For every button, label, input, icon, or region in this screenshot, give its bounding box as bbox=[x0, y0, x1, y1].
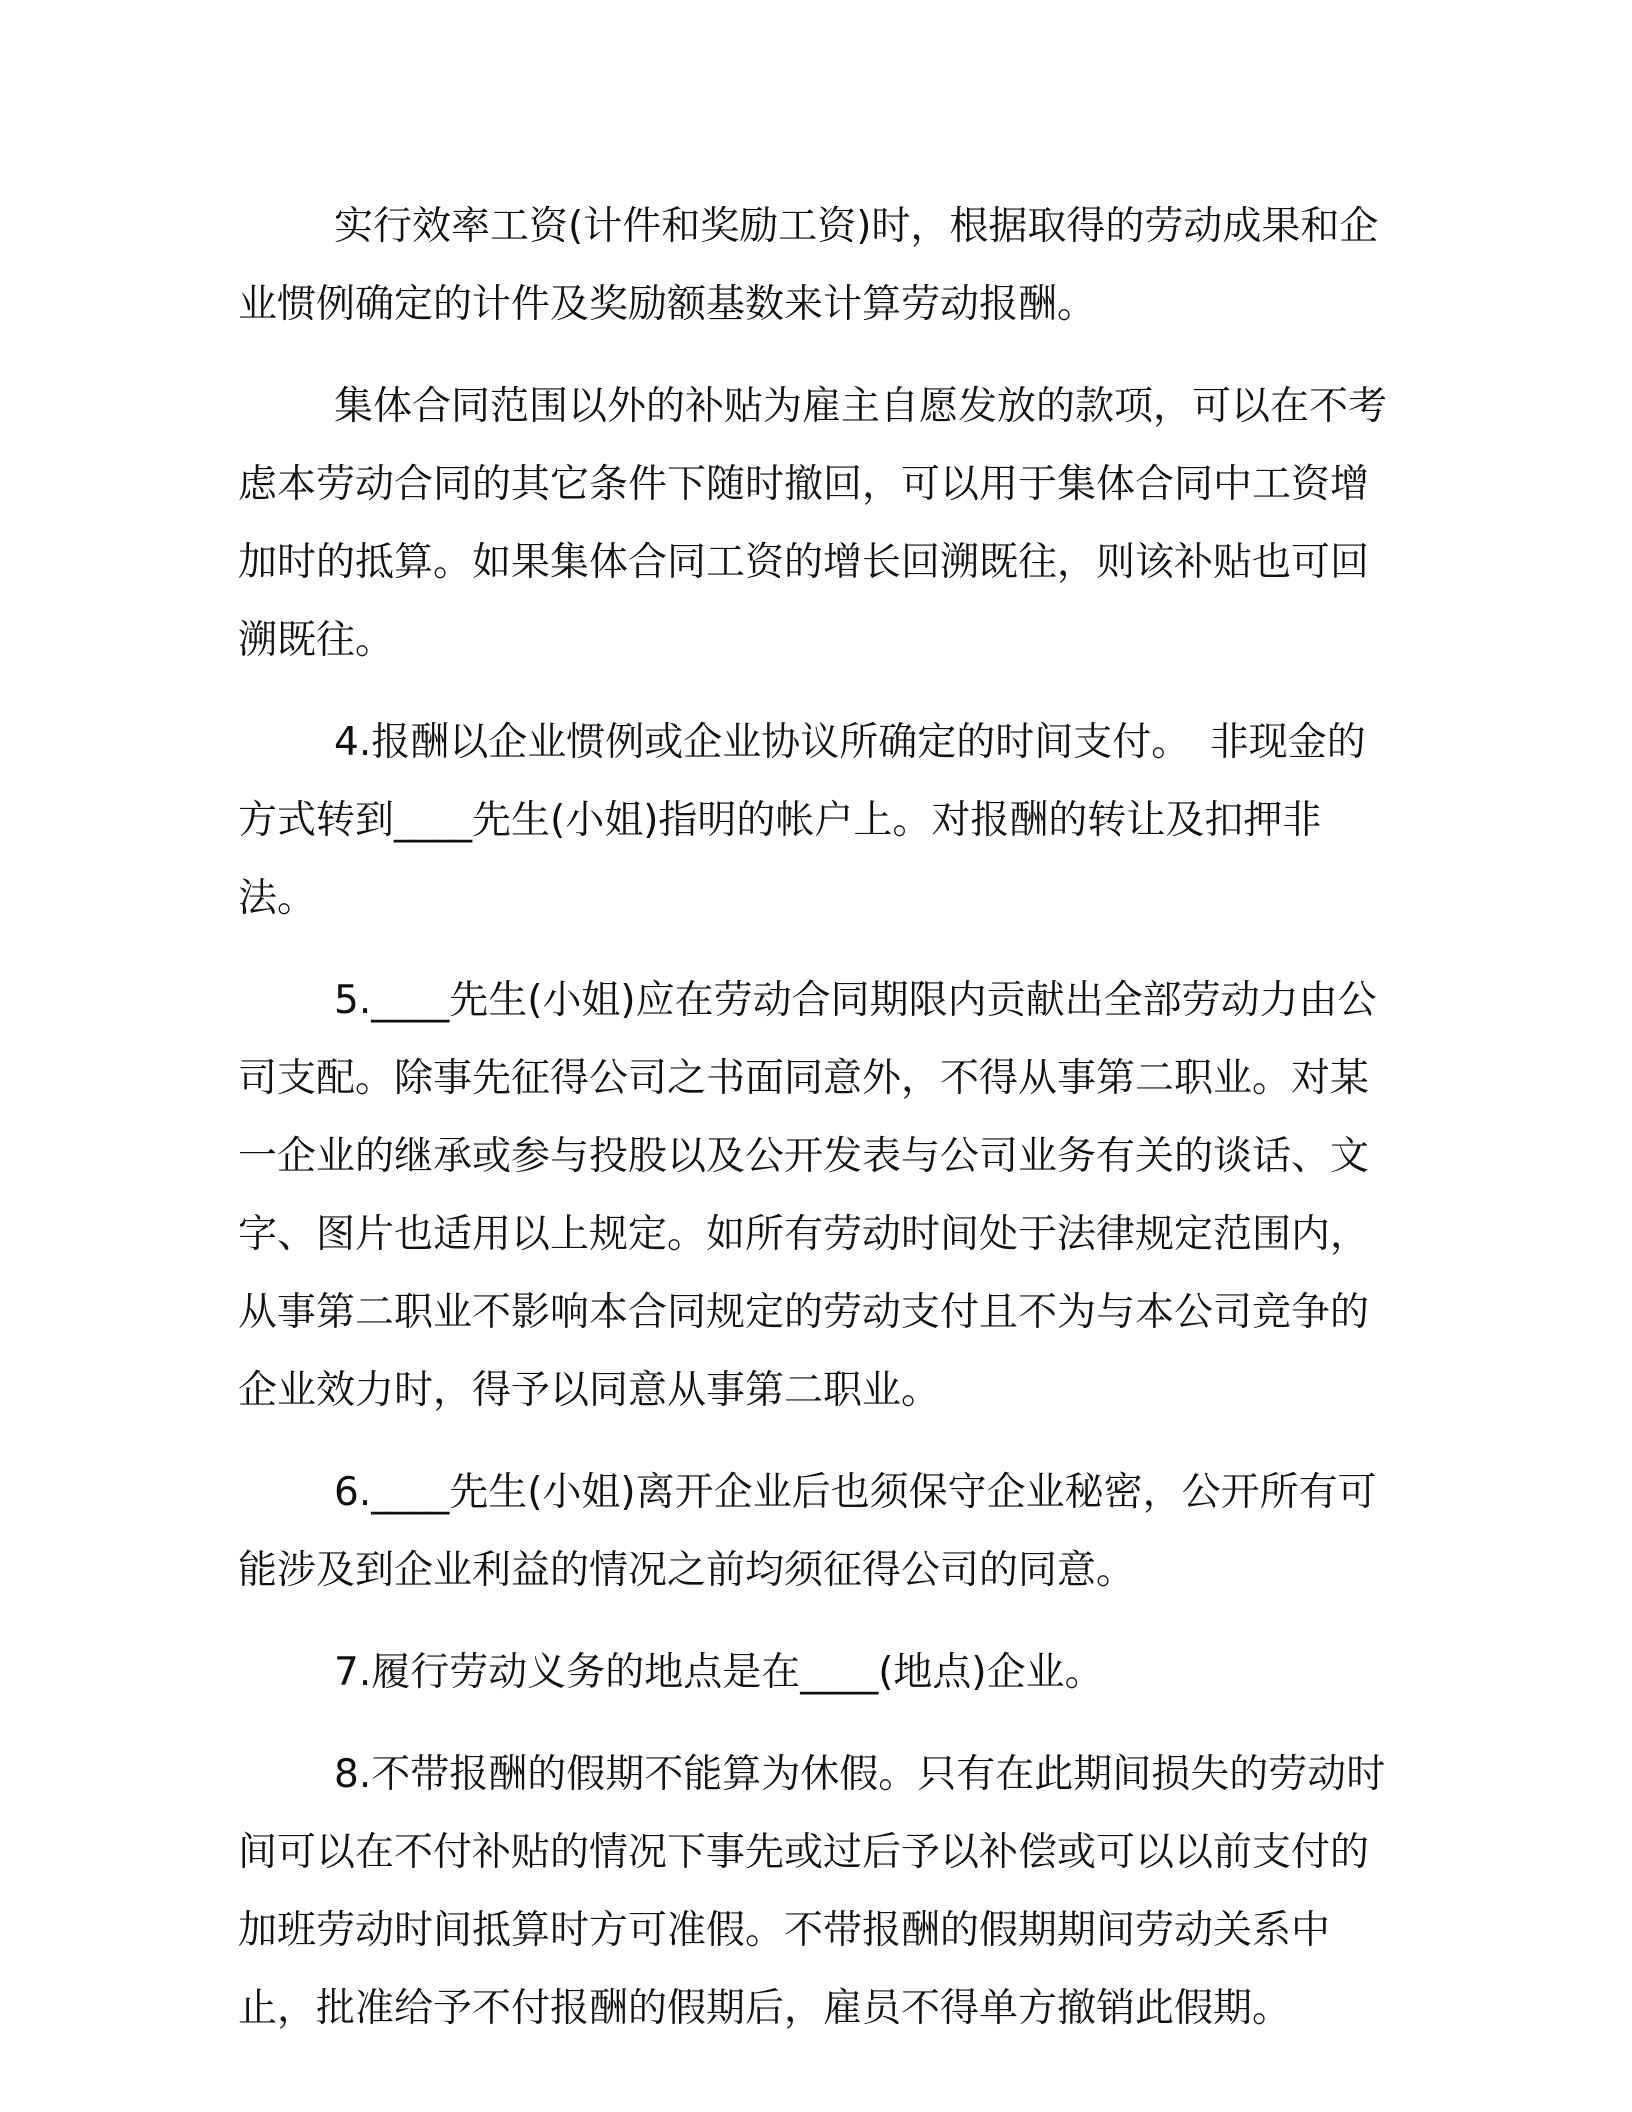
paragraph-clause-6-confidentiality: 6.____先生(小姐)离开企业后也须保守企业秘密，公开所有可能涉及到企业利益的情况之前均须征得公司的同意。 bbox=[238, 1470, 1377, 1593]
paragraph-clause-8-unpaid-leave: 8.不带报酬的假期不能算为休假。只有在此期间损失的劳动时间可以在不付补贴的情况下事先或过后予以补偿或可以以前支付的加班劳动时间抵算时方可准假。不带报酬的假期期间劳动关系中止，批准给予不付报酬的假期后，雇员不得单方撤销此假期。 bbox=[238, 1752, 1386, 2031]
paragraph-voluntary-allowance: 集体合同范围以外的补贴为雇主自愿发放的款项，可以在不考虑本劳动合同的其它条件下随时撤回，可以用于集体合同中工资增加时的抵算。如果集体合同工资的增长回溯既往，则该补贴也可回溯既往。 bbox=[238, 384, 1388, 663]
paragraph-piece-rate-wages: 实行效率工资(计件和奖励工资)时，根据取得的劳动成果和企业惯例确定的计件及奖励额基数来计算劳动报酬。 bbox=[238, 204, 1379, 327]
paragraph-clause-4-payment-time: 4.报酬以企业惯例或企业协议所确定的时间支付。 非现金的方式转到____先生(小姐)指明的帐户上。对报酬的转让及扣押非法。 bbox=[238, 720, 1366, 921]
document-body bbox=[238, 188, 1394, 2072]
paragraph-clause-5-full-labor: 5.____先生(小姐)应在劳动合同期限内贡献出全部劳动力由公司支配。除事先征得公司之书面同意外，不得从事第二职业。对某一企业的继承或参与投股以及公开发表与公司业务有关的谈话、文字、图片也适用以上规定。如所有劳动时间处于法律规定范围内，从事第二职业不影响本合同规定的劳动支付且不为与本公司竞争的企业效力时，得予以同意从事第二职业。 bbox=[238, 978, 1377, 1413]
paragraph-clause-7-work-location: 7.履行劳动义务的地点是在____(地点)企业。 bbox=[334, 1650, 1104, 1695]
